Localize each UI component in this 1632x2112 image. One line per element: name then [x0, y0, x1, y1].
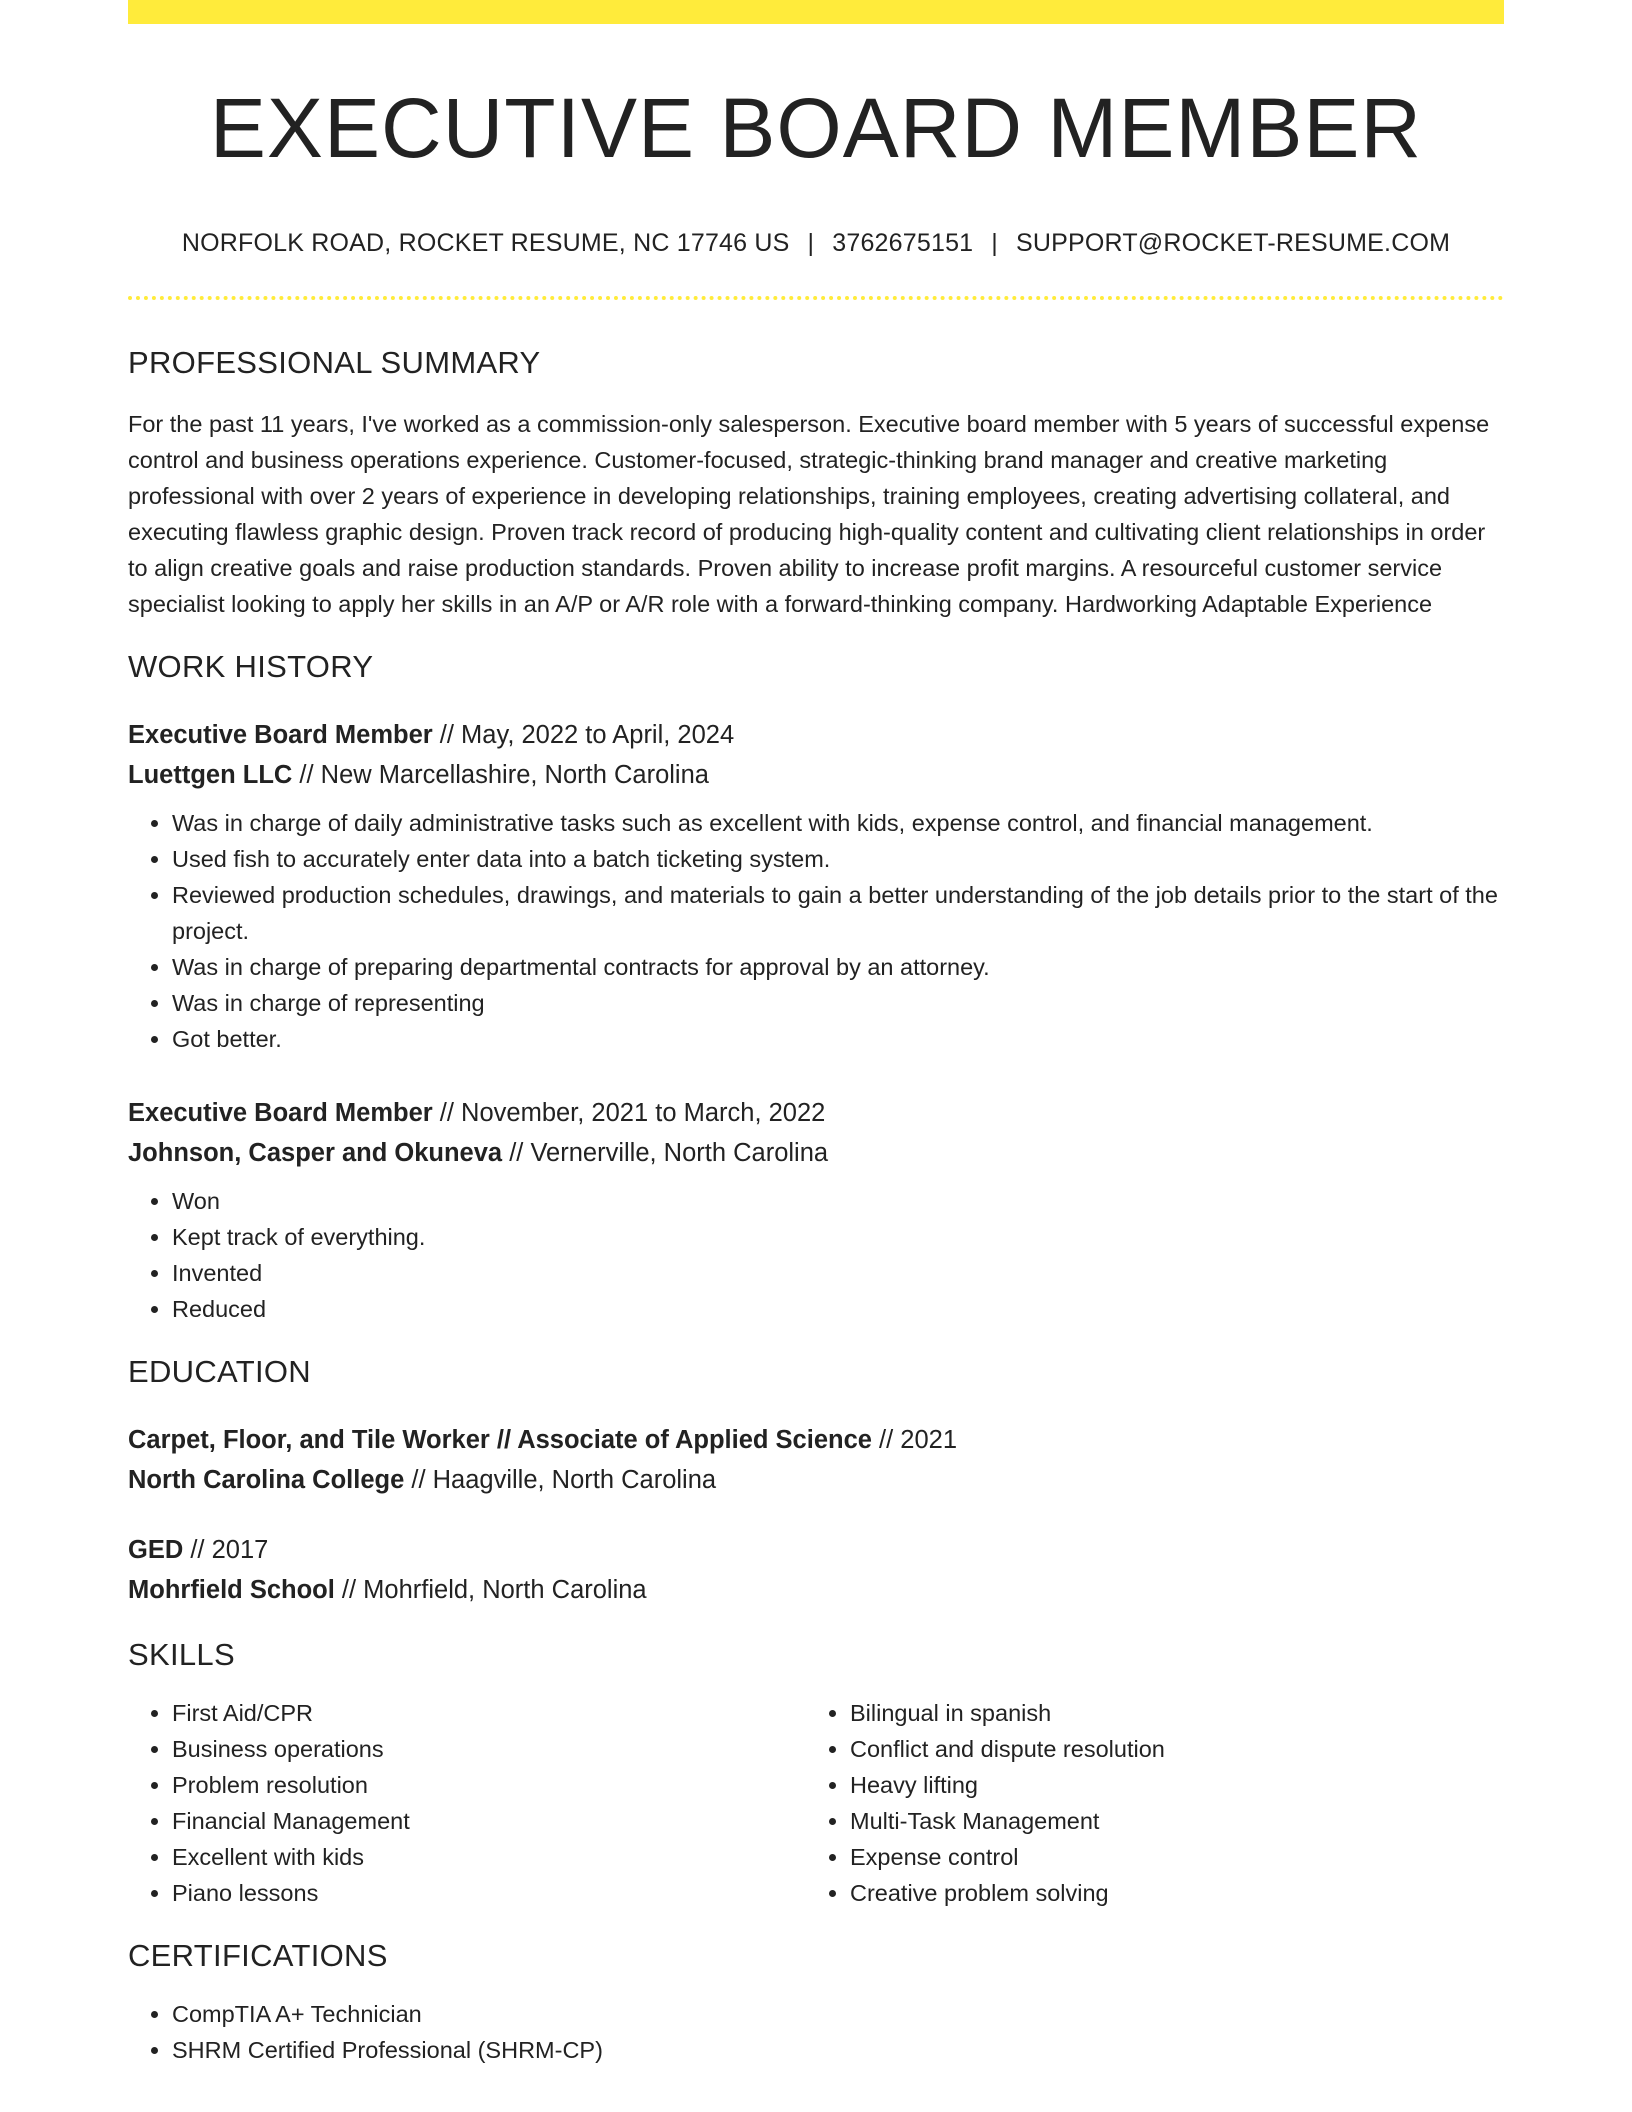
job-company-line [128, 1133, 1504, 1173]
job-company-line [128, 755, 1504, 795]
resume-page [128, 0, 1504, 2068]
skills-right-column [806, 1695, 1484, 1911]
certifications-list [128, 1996, 1504, 2068]
list-item: • CompTIA A+ Technician [172, 1996, 1504, 2032]
work-history-heading: WORK HISTORY [128, 648, 374, 684]
education-degree-line [128, 1530, 1504, 1570]
certifications-heading: CERTIFICATIONS [128, 1938, 388, 1974]
job-company: Luettgen LLC [128, 760, 293, 789]
job-entry [128, 715, 1504, 1057]
job-bullets [128, 805, 1504, 1057]
list-item: • Was in charge of representing [172, 985, 1504, 1021]
skills-heading: SKILLS [128, 1636, 235, 1672]
summary-heading: PROFESSIONAL SUMMARY [128, 345, 541, 381]
summary-text: For the past 11 years, I've worked as a commission-only salesperson. Executive board member with 5 years of successful expense control and business operations experience. Customer-focused, strategic-thinking brand manager and creative marketing professional with over 2 years of experience in developing relationships, training employees, creating advertising collateral, and executing flawless graphic design. Proven track record of producing high-quality content and cultivating client relationships in order to align creative goals and raise production standards. Proven ability to increase profit margins. A resourceful customer service specialist looking to apply her skills in an A/P or A/R role with a forward-thinking company. Hardworking Adaptable Experience [128, 410, 1490, 617]
education-school: North Carolina College [128, 1465, 405, 1494]
education-school-line [128, 1570, 1504, 1610]
contact-phone: 3762675151 [832, 229, 974, 258]
education-location: // Haagville, North Carolina [404, 1465, 717, 1494]
list-item: • Excellent with kids [172, 1839, 806, 1875]
resume-name: EXECUTIVE BOARD MEMBER [209, 81, 1423, 175]
education-entry [128, 1420, 1504, 1500]
list-item: • Business operations [172, 1731, 806, 1767]
job-title-line [128, 715, 1504, 755]
job-company: Johnson, Casper and Okuneva [128, 1138, 503, 1167]
education-degree: Carpet, Floor, and Tile Worker // Associate of Applied Science [128, 1425, 872, 1454]
education-heading: EDUCATION [128, 1353, 311, 1389]
list-item: • Problem resolution [172, 1767, 806, 1803]
education-school: Mohrfield School [128, 1575, 335, 1604]
contact-separator: | [991, 229, 998, 258]
list-item: • Won [172, 1183, 1504, 1219]
job-location: // Vernerville, North Carolina [502, 1138, 829, 1167]
list-item: • Got better. [172, 1021, 1504, 1057]
list-item: • Creative problem solving [850, 1875, 1484, 1911]
education-school-line [128, 1460, 1504, 1500]
skills-columns [128, 1695, 1504, 1911]
list-item: • Reduced [172, 1291, 1504, 1327]
education-year: // 2021 [871, 1425, 958, 1454]
list-item: • Was in charge of daily administrative tasks such as excellent with kids, expense control, and financial management. [172, 805, 1504, 841]
job-title-line [128, 1093, 1504, 1133]
list-item: • First Aid/CPR [172, 1695, 806, 1731]
list-item: • Used fish to accurately enter data into a batch ticketing system. [172, 841, 1504, 877]
job-location: // New Marcellashire, North Carolina [292, 760, 709, 789]
skills-left-column [128, 1695, 806, 1911]
education-location: // Mohrfield, North Carolina [334, 1575, 647, 1604]
education-degree: GED [128, 1535, 184, 1564]
top-accent-bar [128, 0, 1504, 24]
list-item: • Heavy lifting [850, 1767, 1484, 1803]
job-entry [128, 1093, 1504, 1327]
list-item: • Reviewed production schedules, drawings, and materials to gain a better understanding of the job details prior to the start of the project. [172, 877, 1504, 949]
list-item: • Kept track of everything. [172, 1219, 1504, 1255]
list-item: • Financial Management [172, 1803, 806, 1839]
education-degree-line [128, 1420, 1504, 1460]
list-item: • Was in charge of preparing departmental contracts for approval by an attorney. [172, 949, 1504, 985]
contact-address: NORFOLK ROAD, ROCKET RESUME, NC 17746 US [181, 229, 790, 258]
list-item: • Piano lessons [172, 1875, 806, 1911]
education-entry [128, 1530, 1504, 1610]
job-dates: // May, 2022 to April, 2024 [432, 720, 735, 749]
job-dates: // November, 2021 to March, 2022 [432, 1098, 826, 1127]
list-item: • SHRM Certified Professional (SHRM-CP) [172, 2032, 1504, 2068]
contact-separator: | [807, 229, 815, 258]
list-item: • Conflict and dispute resolution [850, 1731, 1484, 1767]
job-role: Executive Board Member [128, 1098, 433, 1127]
list-item: • Expense control [850, 1839, 1484, 1875]
list-item: • Bilingual in spanish [850, 1695, 1484, 1731]
contact-email: SUPPORT@ROCKET-RESUME.COM [1016, 229, 1451, 258]
list-item: • Multi-Task Management [850, 1803, 1484, 1839]
job-bullets [128, 1183, 1504, 1327]
dotted-divider [128, 296, 1504, 300]
education-year: // 2017 [183, 1535, 269, 1564]
list-item: • Invented [172, 1255, 1504, 1291]
contact-line [128, 228, 1504, 258]
job-role: Executive Board Member [128, 720, 433, 749]
